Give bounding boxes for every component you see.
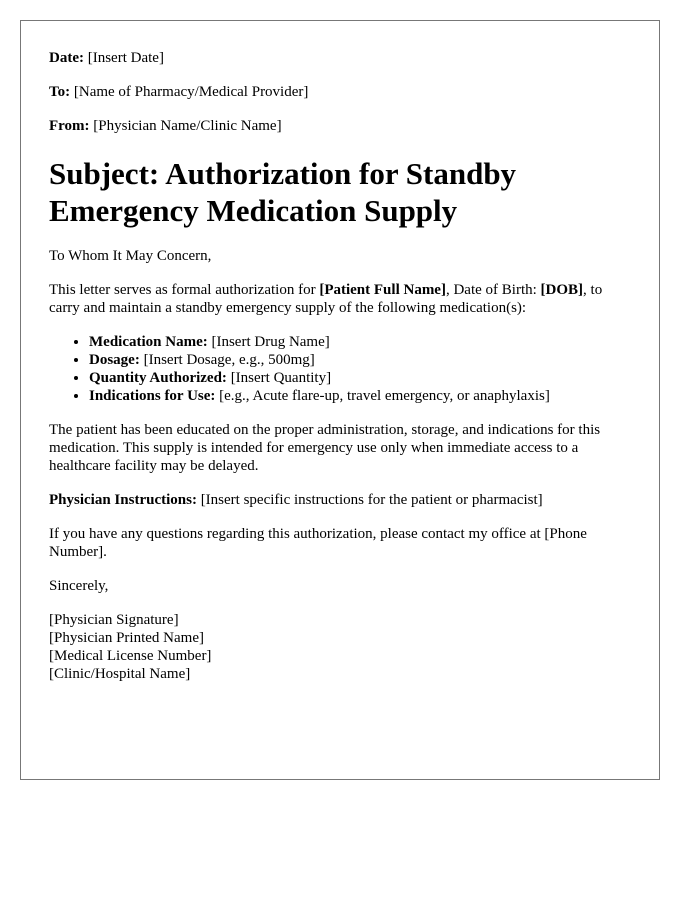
clinic-hospital-name: [Clinic/Hospital Name] bbox=[49, 666, 191, 682]
physician-signature: [Physician Signature] bbox=[49, 612, 179, 628]
patient-name-placeholder: [Patient Full Name] bbox=[319, 282, 446, 298]
dob-placeholder: [DOB] bbox=[540, 282, 584, 298]
to-label: To: bbox=[49, 84, 71, 100]
medical-license-number: [Medical License Number] bbox=[49, 648, 212, 664]
list-item bbox=[89, 351, 631, 369]
list-item bbox=[89, 387, 631, 405]
dosage-value: [Insert Dosage, e.g., 500mg] bbox=[139, 352, 315, 368]
instructions-label: Physician Instructions: bbox=[49, 492, 197, 508]
salutation: To Whom It May Concern, bbox=[49, 248, 212, 264]
subject-heading: Subject: Authorization for Standby Emergency Medication Supply bbox=[49, 156, 517, 228]
letter-page bbox=[20, 20, 660, 780]
intro-text-1: This letter serves as formal authorization for bbox=[49, 282, 320, 298]
intro-text-2: , Date of Birth: bbox=[445, 282, 541, 298]
physician-printed-name: [Physician Printed Name] bbox=[49, 630, 204, 646]
education-paragraph: The patient has been educated on the proper administration, storage, and indications for this medication. This supply is intended for emergency use only when immediate access to a healthcare facility may be delayed. bbox=[49, 422, 601, 474]
date-value: [Insert Date] bbox=[87, 50, 164, 66]
medication-name-label: Medication Name: bbox=[89, 334, 208, 350]
intro-text-3: , to carry and maintain a standby emergency supply of the following medication(s): bbox=[49, 282, 603, 316]
signature-block bbox=[49, 611, 631, 683]
from-value: [Physician Name/Clinic Name] bbox=[93, 118, 282, 134]
from-label: From: bbox=[49, 118, 90, 134]
indications-value: [e.g., Acute flare-up, travel emergency, or anaphylaxis] bbox=[215, 388, 550, 404]
date-line bbox=[49, 49, 631, 67]
medication-list bbox=[49, 333, 631, 405]
list-item bbox=[89, 333, 631, 351]
list-item bbox=[89, 369, 631, 387]
quantity-value: [Insert Quantity] bbox=[226, 370, 332, 386]
dosage-label: Dosage: bbox=[89, 352, 140, 368]
quantity-label: Quantity Authorized: bbox=[89, 370, 227, 386]
date-label: Date: bbox=[49, 50, 84, 66]
medication-name-value: [Insert Drug Name] bbox=[207, 334, 330, 350]
closing: Sincerely, bbox=[49, 578, 109, 594]
contact-paragraph: If you have any questions regarding this authorization, please contact my office at [Phone Number]. bbox=[49, 526, 587, 560]
to-value: [Name of Pharmacy/Medical Provider] bbox=[73, 84, 309, 100]
instructions-value: [Insert specific instructions for the patient or pharmacist] bbox=[196, 492, 543, 508]
instructions-paragraph bbox=[49, 491, 631, 509]
from-line bbox=[49, 117, 631, 135]
to-line bbox=[49, 83, 631, 101]
indications-label: Indications for Use: bbox=[89, 388, 216, 404]
intro-paragraph bbox=[49, 281, 631, 317]
